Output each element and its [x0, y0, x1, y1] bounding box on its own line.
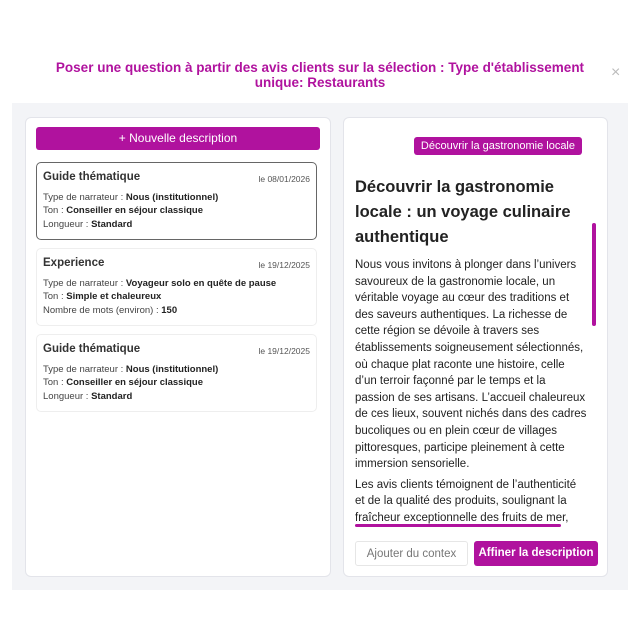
item-attribute	[43, 218, 310, 232]
item-attribute	[43, 363, 310, 377]
item-attribute	[43, 376, 310, 390]
horizontal-scrollbar[interactable]	[355, 524, 561, 527]
item-date: le 19/12/2025	[258, 260, 310, 270]
attribute-label: Ton :	[43, 377, 64, 388]
description-list-panel	[25, 117, 331, 577]
add-context-button[interactable]: Ajouter du contex	[355, 541, 468, 566]
theme-tag-button[interactable]: Découvrir la gastronomie locale	[414, 137, 582, 155]
description-body	[355, 257, 587, 527]
item-attribute	[43, 290, 310, 304]
item-attribute	[43, 204, 310, 218]
paragraph: Nous vous invitons à plonger dans l’univers savoureux de la gastronomie locale, un véritable voyage au cœur des traditions et des saveurs authentiques. La richesse de cette région se dévoile à travers ses établissements soigneusement sélectionnés, où chaque plat raconte une histoire, celle d’un terroir façonné par le temps et la passion de ses artisans. L’accueil chaleureux de ces lieux, souvent nichés dans des cadres bucoliques ou en plein cœur de villages pittoresques, participe pleinement à cette immersion sensorielle.	[355, 259, 587, 471]
description-item[interactable]	[36, 248, 317, 326]
attribute-value: Simple et chaleureux	[66, 291, 162, 302]
attribute-value: Standard	[91, 390, 133, 402]
description-heading: Découvrir la gastronomie locale : un voyage culinaire authentique	[355, 178, 571, 246]
attribute-label: Longueur :	[43, 390, 89, 402]
item-title: Experience	[43, 257, 105, 269]
dialog-title: Poser une question à partir des avis clients sur la sélection : Type d'établissement unique: Restaurants	[55, 60, 585, 90]
item-date: le 08/01/2026	[258, 174, 310, 184]
attribute-label: Ton :	[43, 291, 64, 302]
attribute-value: Conseiller en séjour classique	[66, 377, 203, 388]
attribute-value: Standard	[91, 218, 133, 230]
description-preview-panel	[343, 117, 608, 577]
item-title: Guide thématique	[43, 171, 141, 183]
attribute-label: Type de narrateur :	[43, 277, 124, 289]
item-attribute	[43, 191, 310, 205]
attribute-label: Type de narrateur :	[43, 191, 124, 203]
attribute-label: Longueur :	[43, 218, 89, 230]
item-attribute	[43, 277, 310, 291]
new-description-button[interactable]: + Nouvelle description	[36, 127, 320, 150]
item-attribute	[43, 304, 310, 318]
vertical-scrollbar[interactable]	[592, 223, 596, 326]
attribute-value: Nous (institutionnel)	[125, 191, 219, 203]
description-item[interactable]	[36, 334, 317, 412]
attribute-label: Nombre de mots (environ) :	[43, 304, 159, 316]
attribute-value: Conseiller en séjour classique	[66, 205, 203, 216]
refine-description-button[interactable]: Affiner la description	[474, 541, 598, 566]
attribute-label: Type de narrateur :	[43, 363, 124, 375]
paragraph: Les avis clients témoignent de l’authenticité et de la qualité des produits, soulignant la fraîcheur exceptionnelle des fruits de mer,	[355, 478, 577, 524]
attribute-value: Nous (institutionnel)	[125, 363, 219, 375]
item-date: le 19/12/2025	[258, 346, 310, 356]
description-item[interactable]	[36, 162, 317, 240]
item-attribute	[43, 390, 310, 404]
dialog-body	[12, 103, 628, 590]
attribute-label: Ton :	[43, 205, 64, 216]
attribute-value: Voyageur solo en quête de pause	[125, 277, 277, 289]
item-title: Guide thématique	[43, 343, 141, 355]
attribute-value: 150	[161, 304, 178, 316]
close-icon[interactable]: ×	[611, 64, 621, 81]
